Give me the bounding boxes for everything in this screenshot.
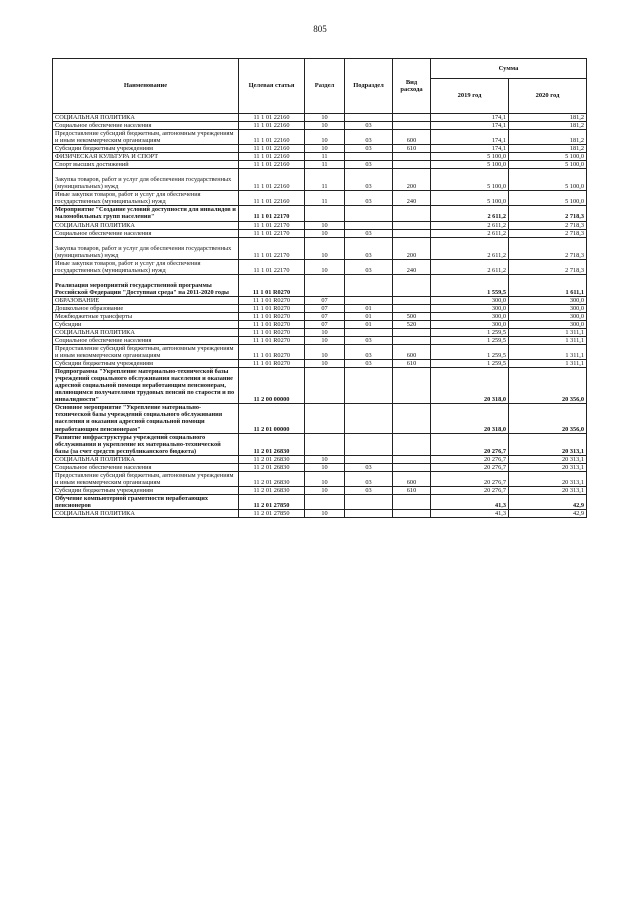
header-year-2020: 2020 год — [509, 79, 587, 114]
header-subsection: Подраздел — [345, 59, 393, 114]
row-amount-2020: 300,0 — [509, 296, 587, 304]
row-amount-2020: 5 100,0 — [509, 169, 587, 191]
row-name: СОЦИАЛЬНАЯ ПОЛИТИКА — [53, 328, 239, 336]
row-subsection — [345, 274, 393, 296]
row-subsection: 03 — [345, 169, 393, 191]
row-name: Мероприятие "Создание условий доступности для инвалидов и маломобильных групп населения" — [53, 206, 239, 221]
row-name: Закупка товаров, работ и услуг для обеспечения государственных (муниципальных) нужд — [53, 237, 239, 259]
row-expense-type — [393, 122, 431, 130]
table-row — [53, 304, 587, 312]
row-section: 10 — [305, 229, 345, 237]
row-subsection: 03 — [345, 145, 393, 153]
row-amount-2020: 20 313,1 — [509, 455, 587, 463]
row-subsection: 03 — [345, 336, 393, 344]
row-amount-2019: 20 318,0 — [431, 404, 509, 433]
row-expense-type — [393, 114, 431, 122]
row-subsection — [345, 153, 393, 161]
row-amount-2019: 2 611,2 — [431, 237, 509, 259]
row-section: 10 — [305, 328, 345, 336]
table-row — [53, 161, 587, 169]
row-target-code: 11 1 01 R0270 — [239, 274, 305, 296]
row-expense-type: 600 — [393, 344, 431, 359]
row-section: 10 — [305, 360, 345, 368]
row-name: Дошкольное образование — [53, 304, 239, 312]
row-amount-2020: 20 313,1 — [509, 471, 587, 486]
row-section — [305, 433, 345, 455]
row-section — [305, 206, 345, 221]
row-amount-2019: 41,3 — [431, 510, 509, 518]
row-target-code: 11 1 01 22160 — [239, 153, 305, 161]
row-amount-2020: 2 718,3 — [509, 237, 587, 259]
row-section: 07 — [305, 320, 345, 328]
row-subsection: 01 — [345, 304, 393, 312]
table-row — [53, 237, 587, 259]
table-row — [53, 455, 587, 463]
row-section: 10 — [305, 221, 345, 229]
row-amount-2020: 1 311,1 — [509, 336, 587, 344]
row-amount-2020: 1 311,1 — [509, 344, 587, 359]
row-amount-2019: 300,0 — [431, 304, 509, 312]
header-name: Наименование — [53, 59, 239, 114]
row-amount-2019: 20 276,7 — [431, 486, 509, 494]
row-amount-2020: 42,9 — [509, 510, 587, 518]
header-vid: Вид расхода — [393, 59, 431, 114]
row-amount-2020: 20 313,1 — [509, 486, 587, 494]
row-amount-2019: 5 100,0 — [431, 191, 509, 206]
table-row — [53, 471, 587, 486]
row-section: 10 — [305, 486, 345, 494]
row-subsection — [345, 368, 393, 404]
row-name: Иные закупки товаров, работ и услуг для обеспечения государственных (муниципальных) нужд — [53, 191, 239, 206]
row-name: СОЦИАЛЬНАЯ ПОЛИТИКА — [53, 221, 239, 229]
row-amount-2019: 300,0 — [431, 320, 509, 328]
row-target-code: 11 1 01 22160 — [239, 145, 305, 153]
row-amount-2020: 300,0 — [509, 320, 587, 328]
table-row — [53, 259, 587, 274]
row-expense-type — [393, 229, 431, 237]
table-row — [53, 274, 587, 296]
row-amount-2019: 20 276,7 — [431, 455, 509, 463]
row-amount-2019: 41,3 — [431, 494, 509, 509]
row-name: СОЦИАЛЬНАЯ ПОЛИТИКА — [53, 455, 239, 463]
row-expense-type: 610 — [393, 145, 431, 153]
row-target-code: 11 1 01 R0270 — [239, 336, 305, 344]
row-section — [305, 368, 345, 404]
row-name: Социальное обеспечение населения — [53, 336, 239, 344]
table-row — [53, 130, 587, 145]
row-amount-2020: 2 718,3 — [509, 221, 587, 229]
row-section — [305, 494, 345, 509]
table-row — [53, 296, 587, 304]
row-amount-2019: 20 276,7 — [431, 463, 509, 471]
row-target-code: 11 2 01 26830 — [239, 433, 305, 455]
table-row — [53, 114, 587, 122]
row-expense-type — [393, 328, 431, 336]
row-amount-2020: 20 313,1 — [509, 433, 587, 455]
row-name: Спорт высших достижений — [53, 161, 239, 169]
row-name: Субсидии — [53, 320, 239, 328]
row-amount-2019: 1 559,5 — [431, 274, 509, 296]
row-amount-2019: 2 611,2 — [431, 229, 509, 237]
row-expense-type — [393, 494, 431, 509]
table-row — [53, 494, 587, 509]
row-name: Предоставление субсидий бюджетным, автономным учреждениям и иным некоммерческим организациям — [53, 471, 239, 486]
row-expense-type — [393, 296, 431, 304]
row-amount-2020: 5 100,0 — [509, 161, 587, 169]
row-amount-2019: 5 100,0 — [431, 161, 509, 169]
row-subsection: 03 — [345, 360, 393, 368]
row-section — [305, 404, 345, 433]
row-subsection: 03 — [345, 259, 393, 274]
row-expense-type — [393, 336, 431, 344]
row-target-code: 11 1 01 R0270 — [239, 328, 305, 336]
row-amount-2020: 181,2 — [509, 145, 587, 153]
row-expense-type: 200 — [393, 169, 431, 191]
row-target-code: 11 1 01 22170 — [239, 229, 305, 237]
row-section: 10 — [305, 122, 345, 130]
row-amount-2019: 5 100,0 — [431, 153, 509, 161]
row-expense-type: 600 — [393, 130, 431, 145]
row-subsection: 03 — [345, 463, 393, 471]
row-expense-type — [393, 221, 431, 229]
row-name: Иные закупки товаров, работ и услуг для обеспечения государственных (муниципальных) нужд — [53, 259, 239, 274]
row-name: Обучение компьютерной грамотности неработающих пенсионеров — [53, 494, 239, 509]
row-name: Социальное обеспечение населения — [53, 463, 239, 471]
row-amount-2020: 20 356,0 — [509, 368, 587, 404]
row-section: 11 — [305, 169, 345, 191]
row-expense-type — [393, 304, 431, 312]
row-target-code: 11 2 01 26830 — [239, 463, 305, 471]
row-subsection: 03 — [345, 471, 393, 486]
row-amount-2020: 2 718,3 — [509, 259, 587, 274]
row-subsection — [345, 433, 393, 455]
table-row — [53, 404, 587, 433]
row-amount-2019: 5 100,0 — [431, 169, 509, 191]
table-row — [53, 433, 587, 455]
row-expense-type: 200 — [393, 237, 431, 259]
table-row — [53, 328, 587, 336]
row-subsection: 03 — [345, 122, 393, 130]
row-subsection: 01 — [345, 312, 393, 320]
table-row — [53, 229, 587, 237]
row-target-code: 11 2 01 26830 — [239, 486, 305, 494]
row-target-code: 11 1 01 22160 — [239, 130, 305, 145]
row-amount-2020: 1 311,1 — [509, 360, 587, 368]
row-expense-type — [393, 510, 431, 518]
row-target-code: 11 1 01 22170 — [239, 221, 305, 229]
row-target-code: 11 1 01 22160 — [239, 161, 305, 169]
header-sum: Сумма — [431, 59, 587, 79]
row-section: 11 — [305, 191, 345, 206]
row-name: ОБРАЗОВАНИЕ — [53, 296, 239, 304]
row-name: Развитие инфраструктуры учреждений социального обслуживания и укрепление их материально-технической базы (за счет средств республиканского бюджета) — [53, 433, 239, 455]
row-subsection — [345, 328, 393, 336]
table-row — [53, 336, 587, 344]
row-section: 10 — [305, 114, 345, 122]
table-row — [53, 312, 587, 320]
row-name: Закупка товаров, работ и услуг для обеспечения государственных (муниципальных) нужд — [53, 169, 239, 191]
row-name: Реализация мероприятий государственной программы Российской Федерации "Доступная среда" на 2011-2020 годы — [53, 274, 239, 296]
row-amount-2019: 2 611,2 — [431, 221, 509, 229]
row-target-code: 11 2 01 27850 — [239, 494, 305, 509]
row-amount-2020: 181,2 — [509, 130, 587, 145]
row-target-code: 11 2 01 27850 — [239, 510, 305, 518]
row-expense-type — [393, 153, 431, 161]
row-amount-2019: 1 259,5 — [431, 328, 509, 336]
row-subsection: 03 — [345, 237, 393, 259]
row-expense-type — [393, 463, 431, 471]
row-name: Субсидии бюджетным учреждениям — [53, 145, 239, 153]
table-row — [53, 206, 587, 221]
row-amount-2019: 20 318,0 — [431, 368, 509, 404]
row-subsection: 03 — [345, 161, 393, 169]
table-row — [53, 344, 587, 359]
row-name: Основное мероприятие "Укрепление материально-технической базы учреждений социального обслуживания населения и оказания адресной социальной помощи неработающим пенсионерам" — [53, 404, 239, 433]
row-subsection: 03 — [345, 191, 393, 206]
row-amount-2020: 20 313,1 — [509, 463, 587, 471]
row-subsection — [345, 455, 393, 463]
row-section: 07 — [305, 304, 345, 312]
row-expense-type — [393, 404, 431, 433]
row-amount-2020: 2 718,3 — [509, 206, 587, 221]
row-amount-2019: 2 611,2 — [431, 259, 509, 274]
row-name: Субсидии бюджетным учреждениям — [53, 486, 239, 494]
table-body — [53, 114, 587, 518]
row-expense-type: 240 — [393, 191, 431, 206]
row-section: 11 — [305, 161, 345, 169]
row-target-code: 11 1 01 R0270 — [239, 312, 305, 320]
row-subsection: 03 — [345, 130, 393, 145]
table-row — [53, 191, 587, 206]
row-target-code: 11 1 01 22160 — [239, 169, 305, 191]
row-target-code: 11 2 00 00000 — [239, 368, 305, 404]
row-target-code: 11 1 01 22160 — [239, 122, 305, 130]
row-subsection: 03 — [345, 229, 393, 237]
row-section: 10 — [305, 344, 345, 359]
row-name: СОЦИАЛЬНАЯ ПОЛИТИКА — [53, 510, 239, 518]
row-expense-type — [393, 274, 431, 296]
row-expense-type — [393, 161, 431, 169]
row-amount-2019: 20 276,7 — [431, 471, 509, 486]
row-target-code: 11 2 01 26830 — [239, 471, 305, 486]
row-expense-type: 500 — [393, 312, 431, 320]
row-name: Подпрограмма "Укрепление материально-технической базы учреждений социального обслуживания населения и оказание адресной социальной помощи неработающим пенсионерам, являющимся получателями трудовых пенсий по старости и по инвалидности" — [53, 368, 239, 404]
row-expense-type: 610 — [393, 360, 431, 368]
row-amount-2020: 2 718,3 — [509, 229, 587, 237]
table-row — [53, 486, 587, 494]
row-amount-2019: 20 276,7 — [431, 433, 509, 455]
row-amount-2020: 1 311,1 — [509, 328, 587, 336]
row-target-code: 11 1 01 R0270 — [239, 344, 305, 359]
row-subsection — [345, 206, 393, 221]
row-section: 10 — [305, 259, 345, 274]
row-expense-type — [393, 206, 431, 221]
row-expense-type — [393, 455, 431, 463]
row-section: 10 — [305, 510, 345, 518]
row-section: 10 — [305, 130, 345, 145]
row-amount-2020: 20 356,0 — [509, 404, 587, 433]
row-section: 10 — [305, 471, 345, 486]
header-section: Раздел — [305, 59, 345, 114]
page-number: 805 — [313, 24, 327, 34]
row-amount-2019: 1 259,5 — [431, 336, 509, 344]
row-subsection — [345, 221, 393, 229]
row-section: 07 — [305, 296, 345, 304]
row-subsection — [345, 296, 393, 304]
row-expense-type: 600 — [393, 471, 431, 486]
row-amount-2019: 2 611,2 — [431, 206, 509, 221]
row-amount-2019: 174,1 — [431, 130, 509, 145]
row-amount-2020: 300,0 — [509, 304, 587, 312]
row-target-code: 11 1 01 R0270 — [239, 320, 305, 328]
row-section: 10 — [305, 336, 345, 344]
row-amount-2019: 1 259,5 — [431, 360, 509, 368]
row-amount-2020: 42,9 — [509, 494, 587, 509]
row-subsection: 03 — [345, 344, 393, 359]
table-row — [53, 463, 587, 471]
row-name: Предоставление субсидий бюджетным, автономным учреждениям и иным некоммерческим организациям — [53, 130, 239, 145]
row-subsection — [345, 494, 393, 509]
row-section — [305, 274, 345, 296]
row-amount-2020: 181,2 — [509, 122, 587, 130]
row-amount-2019: 300,0 — [431, 312, 509, 320]
row-name: Социальное обеспечение населения — [53, 229, 239, 237]
table-row — [53, 368, 587, 404]
row-expense-type: 520 — [393, 320, 431, 328]
row-target-code: 11 1 01 22160 — [239, 114, 305, 122]
row-name: Межбюджетные трансферты — [53, 312, 239, 320]
row-amount-2019: 174,1 — [431, 114, 509, 122]
row-amount-2019: 174,1 — [431, 145, 509, 153]
row-subsection: 03 — [345, 486, 393, 494]
row-target-code: 11 1 01 22170 — [239, 237, 305, 259]
table-row — [53, 320, 587, 328]
row-name: Субсидии бюджетным учреждениям — [53, 360, 239, 368]
row-expense-type: 610 — [393, 486, 431, 494]
row-amount-2020: 181,2 — [509, 114, 587, 122]
table-row — [53, 169, 587, 191]
row-section: 10 — [305, 237, 345, 259]
table-row — [53, 153, 587, 161]
budget-table — [52, 58, 587, 518]
row-amount-2020: 5 100,0 — [509, 191, 587, 206]
row-section: 10 — [305, 463, 345, 471]
row-amount-2019: 1 259,5 — [431, 344, 509, 359]
row-target-code: 11 2 01 00000 — [239, 404, 305, 433]
row-section: 07 — [305, 312, 345, 320]
table-row — [53, 221, 587, 229]
table-row — [53, 510, 587, 518]
row-expense-type — [393, 368, 431, 404]
row-section: 10 — [305, 145, 345, 153]
table-row — [53, 122, 587, 130]
row-name: СОЦИАЛЬНАЯ ПОЛИТИКА — [53, 114, 239, 122]
table-row — [53, 145, 587, 153]
row-name: ФИЗИЧЕСКАЯ КУЛЬТУРА И СПОРТ — [53, 153, 239, 161]
row-target-code: 11 1 01 22160 — [239, 191, 305, 206]
row-subsection — [345, 404, 393, 433]
row-target-code: 11 1 01 R0270 — [239, 296, 305, 304]
row-amount-2019: 174,1 — [431, 122, 509, 130]
row-subsection — [345, 510, 393, 518]
table-row — [53, 360, 587, 368]
row-section: 11 — [305, 153, 345, 161]
header-code: Целевая статья — [239, 59, 305, 114]
row-amount-2020: 1 611,1 — [509, 274, 587, 296]
row-expense-type — [393, 433, 431, 455]
row-target-code: 11 1 01 R0270 — [239, 360, 305, 368]
row-subsection — [345, 114, 393, 122]
row-target-code: 11 2 01 26830 — [239, 455, 305, 463]
row-amount-2019: 300,0 — [431, 296, 509, 304]
row-expense-type: 240 — [393, 259, 431, 274]
row-target-code: 11 1 01 22170 — [239, 259, 305, 274]
row-name: Предоставление субсидий бюджетным, автономным учреждениям и иным некоммерческим организациям — [53, 344, 239, 359]
row-section: 10 — [305, 455, 345, 463]
header-year-2019: 2019 год — [431, 79, 509, 114]
row-amount-2020: 5 100,0 — [509, 153, 587, 161]
row-target-code: 11 1 01 R0270 — [239, 304, 305, 312]
row-amount-2020: 300,0 — [509, 312, 587, 320]
row-name: Социальное обеспечение населения — [53, 122, 239, 130]
row-subsection: 01 — [345, 320, 393, 328]
row-target-code: 11 1 01 22170 — [239, 206, 305, 221]
